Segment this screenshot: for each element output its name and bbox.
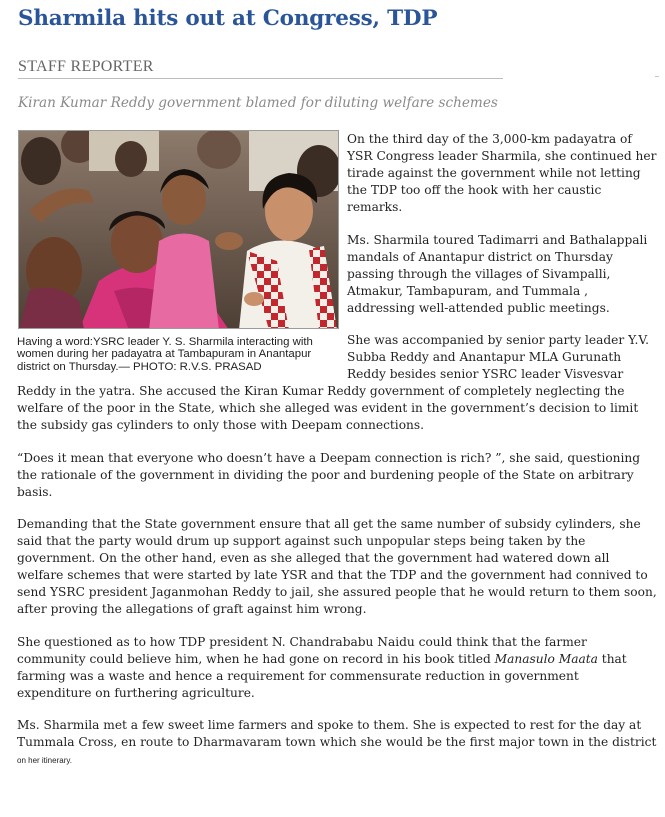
paragraph	[17, 717, 657, 768]
photo-caption: Having a word:YSRC leader Y. S. Sharmila interacting with women during her padayatra at Tambapuram in Anantapur district on Thursday.— PHOTO: R.V.S. PRASAD	[17, 336, 313, 373]
paragraph-text: that farming was a waste and hence a requirement for commensurate reduction in government expenditure on furthering agriculture.	[17, 651, 627, 700]
edge-rule-mark	[655, 76, 659, 77]
article-body	[17, 131, 657, 784]
byline: STAFF REPORTER	[18, 58, 503, 79]
paragraph: On the third day of the 3,000-km padayatra of YSR Congress leader Sharmila, she continued her tirade against the government while not letting the TDP too off the hook with her caustic remarks.	[347, 132, 657, 214]
paragraph: Demanding that the State government ensure that all get the same number of subsidy cylinders, she said that the party would drum up support against such unpopular steps being taken by the government. On the other hand, even as she alleged that the government had watered down all welfare schemes that were started by late YSR and that the TDP and the government had connived to send YSRC president Jaganmohan Reddy to jail, she assured people that he would return to them soon, after proving the allegations of graft against him wrong.	[17, 517, 657, 616]
paragraph: She was accompanied by senior party leader Y.V. Subba Reddy and Anantapur MLA Gurunath Reddy besides senior YSRC leader Visvesvar Reddy in the yatra. She accused the Kiran Kumar Reddy government of completely neglecting the welfare of the poor in the State, which she alleged was evident in the government’s decision to limit the subsidy gas cylinders to only those with Deepam connections.	[17, 333, 649, 432]
photo-spacer	[17, 131, 347, 380]
paragraph-text: Ms. Sharmila met a few sweet lime farmers and spoke to them. She is expected to rest for the day at Tummala Cross, en route to Dharmavaram town which she would be the first major town in the district	[17, 718, 657, 749]
book-title: Manasulo Maata	[494, 651, 598, 666]
paragraph: Ms. Sharmila toured Tadimarri and Bathalappali mandals of Anantapur district on Thursday passing through the villages of Sivampalli, Atmakur, Tambapuram, and Tummala , addressing well-attended public meetings.	[347, 232, 648, 315]
article-headline: Sharmila hits out at Congress, TDP	[18, 6, 438, 31]
article-dek: Kiran Kumar Reddy government blamed for diluting welfare schemes	[18, 95, 498, 111]
paragraph-text: She questioned as to how TDP president N. Chandrababu Naidu could think that the farmer community could believe him, when he had gone on record in his book titled	[17, 634, 587, 666]
paragraph-tail: on her itinerary.	[17, 756, 72, 765]
paragraph	[17, 634, 657, 702]
paragraph: “Does it mean that everyone who doesn’t have a Deepam connection is rich? ”, she said, questioning the rationale of the government in dividing the poor and burdening people of the State on arbitrary basis.	[17, 450, 641, 499]
